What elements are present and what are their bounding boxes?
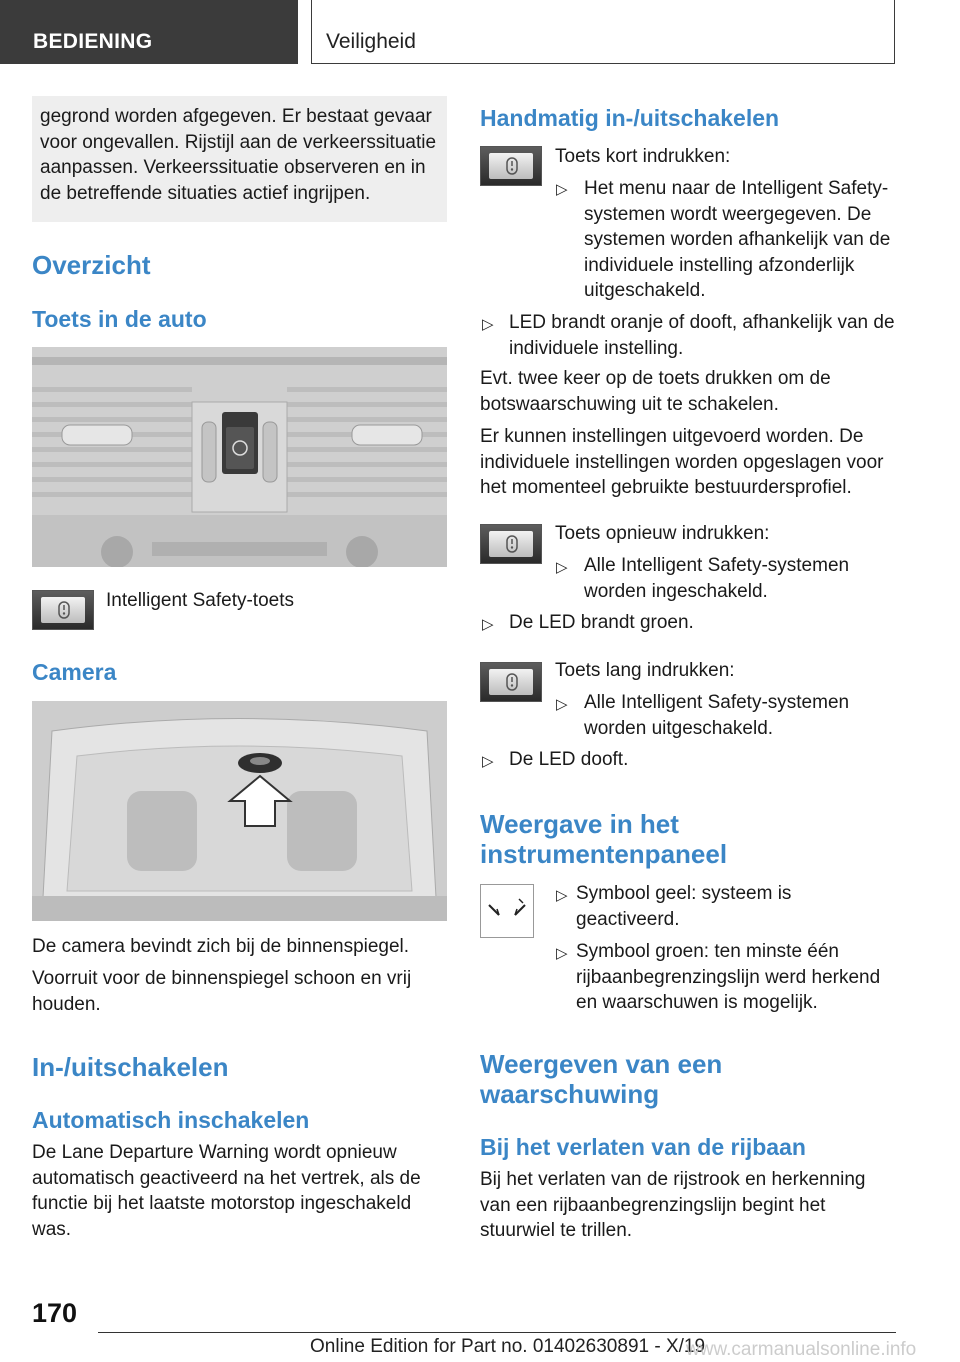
twee-keer-text: Evt. twee keer op de toets drukken om de botswaarschuwing uit te schakelen. (480, 368, 831, 415)
bullet-triangle-icon: ▷ (482, 616, 494, 633)
button-in-car-photo (32, 347, 447, 567)
camera-text-1: De camera bevindt zich bij de binnenspiegel. (32, 936, 410, 957)
safety-button-icon-kort (480, 146, 542, 186)
camera-photo (32, 701, 447, 921)
bullet-triangle-icon: ▷ (482, 753, 494, 770)
heading-waarschuwing: Weergeven van een waarschuwing (480, 1049, 723, 1109)
opnieuw-item-2: De LED brandt groen. (509, 612, 694, 633)
footer-rule (98, 1332, 896, 1333)
header-section-label: BEDIENING (33, 30, 153, 53)
bullet-triangle-icon: ▷ (556, 559, 568, 576)
heading-handmatig: Handmatig in-/uitschakelen (480, 105, 780, 131)
symbool-item-1: Symbool geel: systeem is geactiveerd. (576, 883, 792, 930)
footer-watermark: www.carmanualsonline.info (686, 1339, 917, 1360)
page-number: 170 (32, 1298, 78, 1328)
bullet-triangle-icon: ▷ (556, 945, 568, 962)
header-chapter-box (311, 0, 895, 64)
lang-label: Toets lang indrukken: (555, 660, 735, 681)
safety-button-icon-lang (480, 662, 542, 702)
kort-item-1: Het menu naar de Intelligent Safety-systemen wordt weergegeven. De systemen worden afhankelijk van de individuele instelling afzonderlijk uitgeschakeld. (584, 178, 891, 301)
bullet-triangle-icon: ▷ (482, 316, 494, 333)
heading-toets-in-de-auto: Toets in de auto (32, 306, 207, 332)
lane-symbol-icon (480, 884, 534, 938)
windshield-illustration (32, 701, 447, 921)
lang-item-1: Alle Intelligent Safety-systemen worden uitgeschakeld. (584, 692, 850, 739)
button-caption: Intelligent Safety-toets (106, 590, 294, 611)
lang-item-2: De LED dooft. (509, 749, 629, 770)
safety-button-icon-opnieuw (480, 524, 542, 564)
heading-automatisch-inschakelen: Automatisch inschakelen (32, 1107, 310, 1133)
dashboard-illustration (32, 347, 447, 567)
heading-weergave: Weergave in het instrumentenpaneel (480, 809, 728, 869)
automatisch-text: De Lane Departure Warning wordt opnieuw automatisch geactiveerd na het vertrek, als de functie bij het laatste motorstop ingeschakeld was. (32, 1142, 421, 1240)
heading-overzicht: Overzicht (32, 250, 151, 280)
bullet-triangle-icon: ▷ (556, 181, 568, 198)
header-chapter-label: Veiligheid (326, 30, 416, 53)
kort-label: Toets kort indrukken: (555, 146, 731, 167)
safety-button-icon (32, 590, 94, 630)
heading-in-uitschakelen: In-/uitschakelen (32, 1052, 229, 1082)
bullet-triangle-icon: ▷ (556, 887, 568, 904)
heading-camera: Camera (32, 659, 117, 685)
opnieuw-label: Toets opnieuw indrukken: (555, 523, 770, 544)
symbool-item-2: Symbool groen: ten minste één rijbaanbegrenzingslijn werd herkend en waarschuwen is mogelijk. (576, 941, 881, 1013)
warning-continuation-text: gegrond worden afgegeven. Er bestaat gevaar voor ongevallen. Rijstijl aan de verkeerssituatie aanpassen. Verkeerssituatie observeren en in de betreffende situaties actief ingrijpen. (40, 106, 437, 204)
instellingen-text: Er kunnen instellingen uitgevoerd worden. De individuele instellingen worden opgeslagen voor het momenteel gebruikte bestuurdersprofiel. (480, 426, 884, 498)
kort-item-2: LED brandt oranje of dooft, afhankelijk van de individuele instelling. (509, 312, 895, 359)
footer-edition: Online Edition for Part no. 01402630891 - X/19 (310, 1336, 706, 1357)
verlaten-text: Bij het verlaten van de rijstrook en herkenning van een rijbaanbegrenzingslijn begint het stuurwiel te trillen. (480, 1169, 866, 1241)
bullet-triangle-icon: ▷ (556, 696, 568, 713)
camera-text-2: Voorruit voor de binnenspiegel schoon en vrij houden. (32, 968, 412, 1015)
opnieuw-item-1: Alle Intelligent Safety-systemen worden ingeschakeld. (584, 555, 850, 602)
header-section-tab (0, 0, 298, 64)
heading-verlaten-rijbaan: Bij het verlaten van de rijbaan (480, 1134, 806, 1160)
